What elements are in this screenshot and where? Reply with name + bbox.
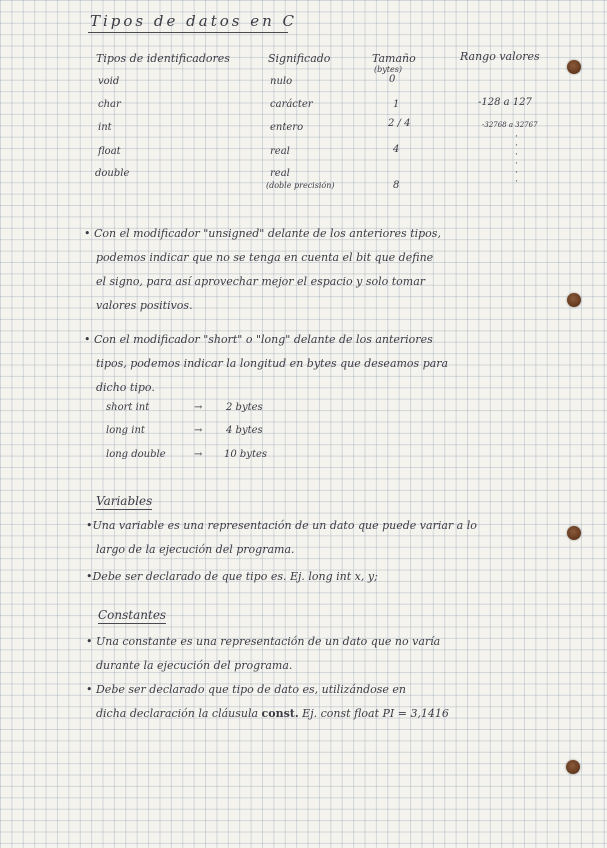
row-int-range: -32768 a 32767: [482, 121, 538, 129]
row-char-size: 1: [393, 99, 400, 110]
size-long-int-arrow: →: [194, 425, 203, 436]
row-void-type: void: [98, 76, 120, 87]
size-long-double-type: long double: [106, 449, 166, 460]
size-long-int-type: long int: [106, 425, 145, 436]
row-double-meaning: real: [270, 168, 290, 179]
row-char-type: char: [98, 99, 121, 110]
const-keyword: const.: [261, 707, 299, 720]
para1-line3: el signo, para así aprovechar mejor el espacio y solo tomar: [96, 275, 426, 288]
binder-hole-3: [567, 526, 581, 540]
row-void-size: 0: [389, 74, 396, 85]
para1-line4: valores positivos.: [96, 299, 193, 312]
binder-hole-4: [566, 760, 580, 774]
row-void-meaning: nulo: [270, 76, 293, 87]
row-int-meaning: entero: [270, 122, 304, 133]
constantes-heading: Constantes: [98, 608, 167, 622]
size-long-double-bytes: 10 bytes: [224, 449, 268, 460]
constantes-line2: durante la ejecución del programa.: [96, 659, 293, 672]
row-double-meaning-note: (doble precisión): [266, 181, 335, 190]
header-size: Tamaño: [372, 52, 416, 65]
variables-heading: Variables: [96, 494, 153, 508]
row-char-range: -128 a 127: [478, 97, 532, 108]
page-title: Tipos de datos en C: [90, 12, 297, 30]
para2-line1: • Con el modificador "short" o "long" delante de los anteriores: [84, 333, 433, 346]
constantes-line4-suffix: Ej. const float PI = 3,1416: [298, 707, 449, 720]
size-long-int-bytes: 4 bytes: [226, 425, 263, 436]
title-underline: [88, 32, 288, 33]
para1-line1: • Con el modificador "unsigned" delante de los anteriores tipos,: [84, 227, 441, 240]
para2-line2: tipos, podemos indicar la longitud en bytes que deseamos para: [96, 357, 449, 370]
variables-line2: largo de la ejecución del programa.: [96, 543, 295, 556]
row-int-type: int: [98, 122, 112, 133]
para1-line2: podemos indicar que no se tenga en cuenta el bit que define: [96, 251, 434, 264]
range-continuation-dots: · · · · · ·: [515, 132, 518, 187]
size-long-double-arrow: →: [194, 449, 203, 460]
row-double-size: 8: [393, 180, 400, 191]
constantes-line1: • Una constante es una representación de un dato que no varía: [86, 635, 441, 648]
row-float-size: 4: [393, 144, 400, 155]
row-double-type: double: [95, 168, 130, 179]
header-types: Tipos de identificadores: [96, 52, 230, 65]
variables-line1: •Una variable es una representación de un dato que puede variar a lo: [86, 519, 477, 532]
row-float-type: float: [98, 146, 121, 157]
size-short-int-type: short int: [106, 402, 150, 413]
header-meaning: Significado: [268, 52, 331, 65]
size-short-int-arrow: →: [194, 402, 203, 413]
binder-hole-1: [567, 60, 581, 74]
size-short-int-bytes: 2 bytes: [226, 402, 263, 413]
row-int-size: 2 / 4: [388, 118, 411, 129]
constantes-line4-prefix: dicha declaración la cláusula: [96, 707, 262, 720]
header-range: Rango valores: [460, 50, 540, 63]
constantes-line4: [96, 702, 449, 726]
constantes-line3: • Debe ser declarado que tipo de dato es, utilizándose en: [86, 683, 407, 696]
header-size-unit: (bytes): [374, 65, 402, 74]
variables-line3: •Debe ser declarado de que tipo es. Ej. long int x, y;: [86, 570, 378, 583]
row-float-meaning: real: [270, 146, 290, 157]
para2-line3: dicho tipo.: [96, 381, 155, 394]
binder-hole-2: [567, 293, 581, 307]
row-char-meaning: carácter: [270, 99, 313, 110]
